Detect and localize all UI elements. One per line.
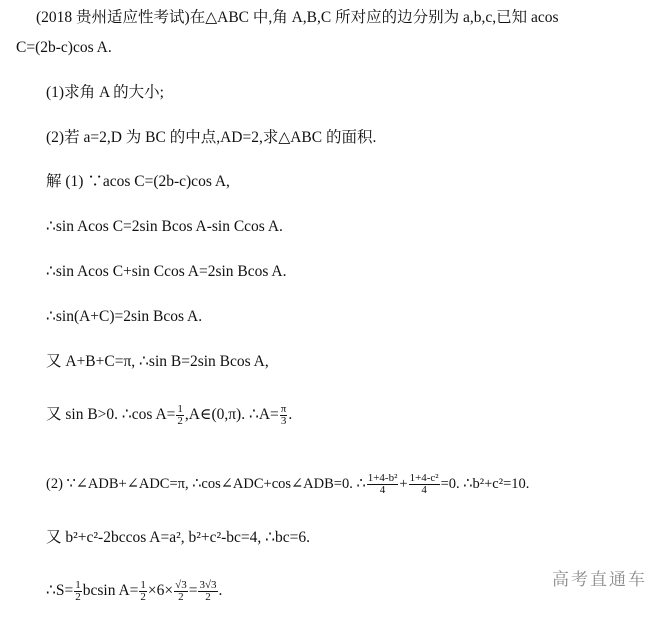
frac-denominator: 4 bbox=[379, 484, 386, 496]
frac-numerator: 1 bbox=[75, 579, 81, 591]
problem-line-1: (2018 贵州适应性考试)在△ABC 中,角 A,B,C 所对应的边分别为 a,b,c,已知 acos bbox=[36, 9, 559, 26]
problem-line-2: C=(2b-c)cos A. bbox=[16, 39, 112, 56]
solution-line-6 bbox=[46, 404, 292, 427]
s7-text-b: + bbox=[399, 475, 408, 492]
fraction-cos-adb bbox=[409, 473, 440, 496]
frac-denominator: 2 bbox=[177, 415, 183, 427]
s9-text-a: ∴S= bbox=[46, 582, 74, 600]
question-2: (2)若 a=2,D 为 BC 的中点,AD=2,求△ABC 的面积. bbox=[46, 129, 377, 146]
solution-line-8: 又 b²+c²-2bccos A=a², b²+c²-bc=4, ∴bc=6. bbox=[46, 529, 311, 546]
frac-denominator: 2 bbox=[205, 591, 211, 603]
frac-numerator: 1 bbox=[177, 403, 183, 415]
frac-denominator: 4 bbox=[421, 484, 427, 496]
frac-denominator: 3 bbox=[280, 415, 287, 427]
s6-text-a: 又 sin B>0. ∴cos A= bbox=[46, 406, 176, 424]
frac-numerator: 3√3 bbox=[199, 579, 217, 591]
frac-denominator: 2 bbox=[75, 591, 81, 603]
frac-numerator: 1+4-c² bbox=[409, 472, 439, 484]
s6-text-c: . bbox=[288, 406, 293, 424]
solution-line-7 bbox=[46, 473, 529, 496]
solution-line-1: 解 (1) ∵acos C=(2b-c)cos A, bbox=[46, 173, 230, 190]
watermark: 高考直通车 bbox=[552, 570, 647, 590]
frac-numerator: 1 bbox=[140, 579, 146, 591]
s9-text-b: bcsin A= bbox=[82, 582, 139, 600]
fraction-cos-adc bbox=[367, 473, 399, 496]
s7-text-a: (2) ∵∠ADB+∠ADC=π, ∴cos∠ADC+cos∠ADB=0. ∴ bbox=[46, 475, 366, 492]
question-1: (1)求角 A 的大小; bbox=[46, 84, 164, 101]
fraction-sqrt3-half bbox=[174, 580, 188, 603]
frac-denominator: 2 bbox=[140, 591, 146, 603]
frac-denominator: 2 bbox=[178, 591, 184, 603]
fraction-half-2 bbox=[139, 580, 147, 603]
solution-line-3: ∴sin Acos C+sin Ccos A=2sin Bcos A. bbox=[46, 263, 287, 280]
s9-text-d: = bbox=[188, 582, 198, 600]
solution-line-2: ∴sin Acos C=2sin Bcos A-sin Ccos A. bbox=[46, 218, 283, 235]
frac-numerator: 1+4-b² bbox=[367, 472, 398, 484]
fraction-pi-third bbox=[280, 404, 288, 427]
s9-text-e: . bbox=[218, 582, 223, 600]
fraction-3sqrt3-half bbox=[198, 580, 217, 603]
solution-line-5: 又 A+B+C=π, ∴sin B=2sin Bcos A, bbox=[46, 353, 269, 370]
fraction-half-1 bbox=[74, 580, 82, 603]
s9-text-c: ×6× bbox=[147, 582, 174, 600]
s7-text-c: =0. ∴b²+c²=10. bbox=[440, 475, 530, 492]
solution-line-9 bbox=[46, 580, 222, 603]
frac-numerator: π bbox=[280, 403, 287, 415]
frac-numerator: √3 bbox=[175, 579, 187, 591]
fraction-one-half bbox=[176, 404, 184, 427]
solution-line-4: ∴sin(A+C)=2sin Bcos A. bbox=[46, 308, 203, 325]
s6-text-b: ,A∈(0,π). ∴A= bbox=[184, 406, 279, 424]
